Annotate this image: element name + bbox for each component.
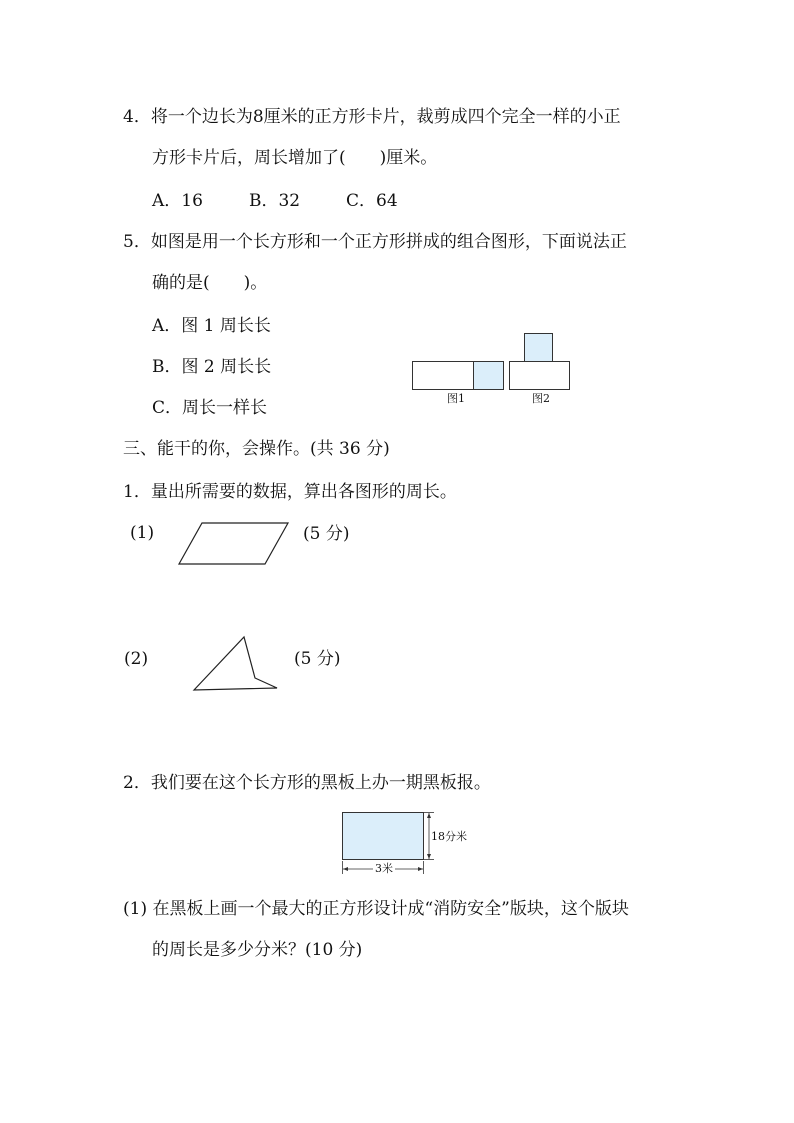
s3q2-sub1-line2: 的周长是多少分米？(10 分)	[152, 940, 363, 960]
blackboard-figure	[340, 812, 470, 878]
fig2-caption: 图2	[532, 392, 550, 405]
parallelogram-figure	[178, 522, 290, 566]
blackboard-width-label: 3米	[375, 862, 393, 875]
blackboard-rect	[343, 813, 424, 860]
q5-figure-2	[509, 333, 571, 391]
q5-option-c: C．周长一样长	[152, 398, 268, 418]
s3q1-part1-label: (1)	[130, 523, 155, 543]
s3q1-part2-label: (2)	[124, 649, 149, 669]
q4-line2: 方形卡片后，周长增加了( )厘米。	[152, 148, 438, 168]
s3q2-text: 2．我们要在这个长方形的黑板上办一期黑板报。	[123, 773, 491, 793]
s3q1-part1-score: (5 分)	[303, 524, 350, 544]
q4-option-a: A．16	[152, 191, 203, 211]
s3q1-text: 1．量出所需要的数据，算出各图形的周长。	[123, 482, 457, 502]
s3q1-part2-score: (5 分)	[294, 649, 341, 669]
fig1-square	[474, 362, 504, 390]
q4-option-b: B．32	[249, 191, 301, 211]
q4-option-c: C．64	[346, 191, 398, 211]
q5-line1: 5．如图是用一个长方形和一个正方形拼成的组合图形，下面说法正	[123, 232, 627, 252]
blackboard-height-label: 18分米	[431, 830, 467, 843]
fig2-rectangle	[510, 362, 570, 390]
section3-heading: 三、能干的你，会操作。(共 36 分)	[123, 439, 390, 459]
q5-option-a: A．图 1 周长长	[152, 316, 271, 336]
s3q2-sub1-line1: (1) 在黑板上画一个最大的正方形设计成“消防安全”版块，这个版块	[123, 899, 629, 919]
q4-line1: 4．将一个边长为8厘米的正方形卡片，裁剪成四个完全一样的小正	[123, 107, 621, 127]
q5-figure-1	[412, 361, 504, 391]
q5-option-b: B．图 2 周长长	[152, 357, 272, 377]
fig2-square	[525, 334, 553, 362]
q5-line2: 确的是( )。	[152, 273, 268, 293]
triangle-figure	[193, 636, 279, 692]
fig1-caption: 图1	[447, 392, 465, 405]
